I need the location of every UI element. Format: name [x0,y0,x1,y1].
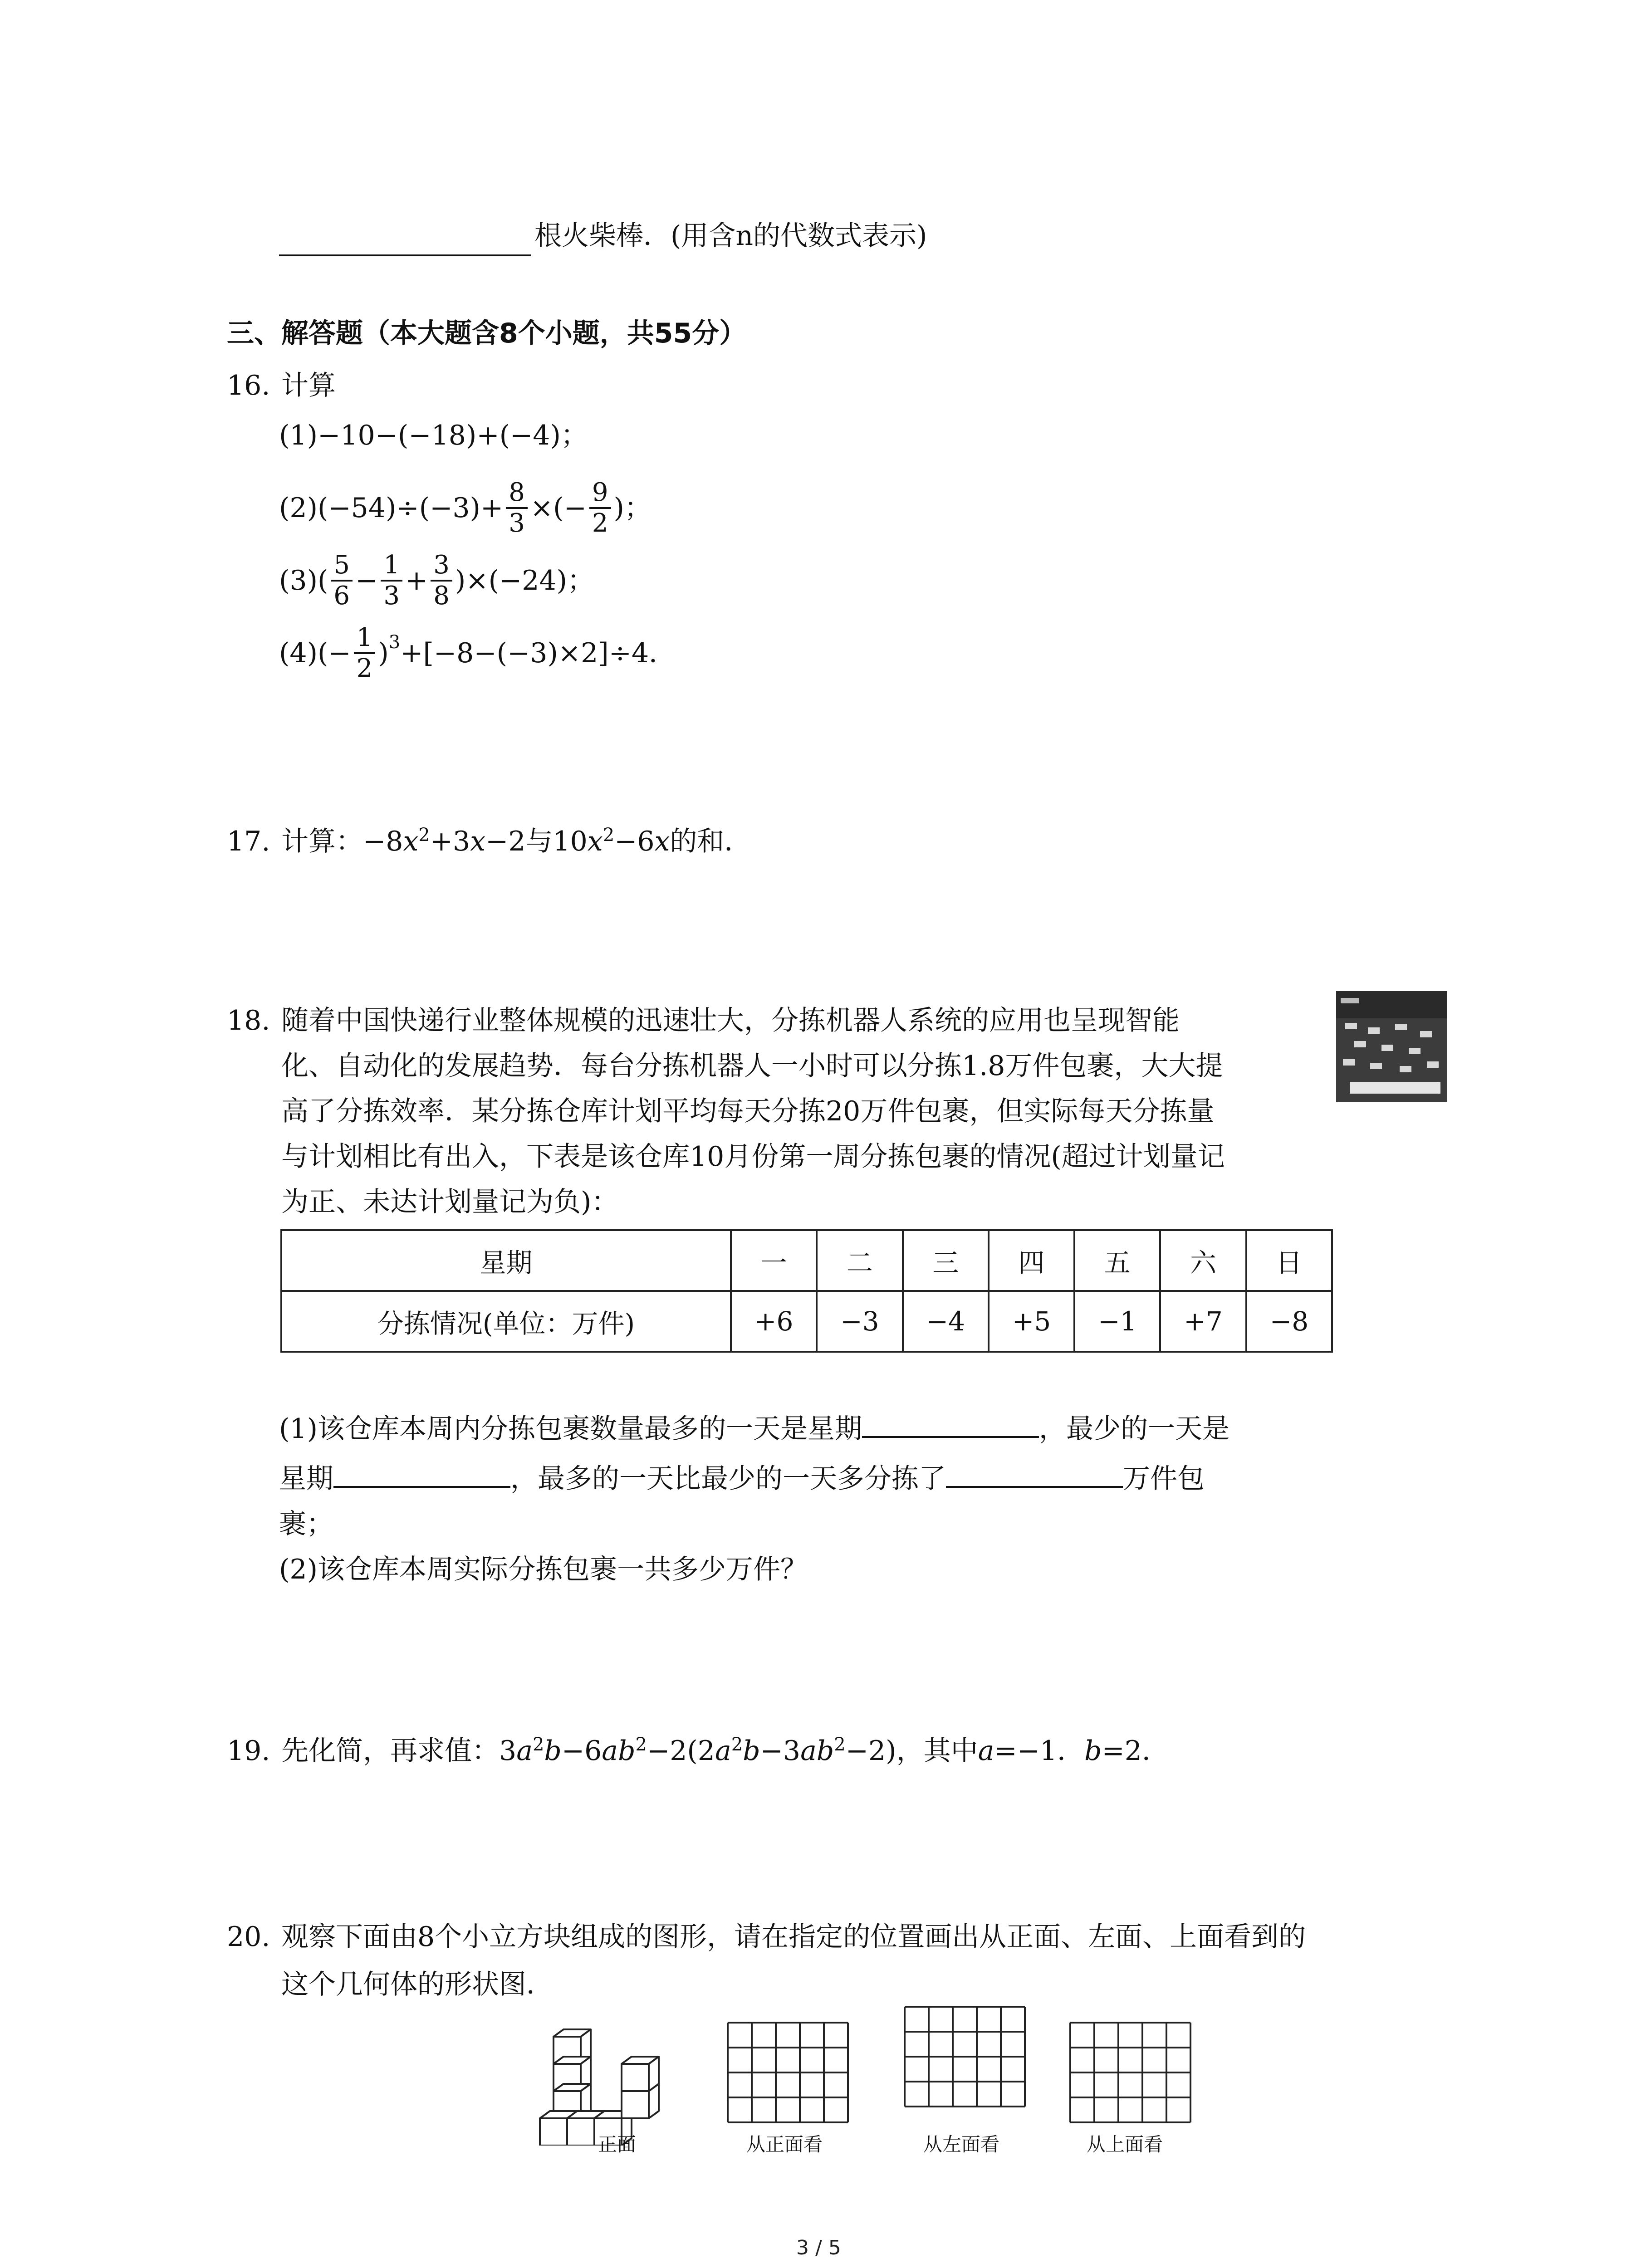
q18-sub1-line2: 星期 ，最多的一天比最少的一天多分拣了 万件包 [279,1461,1205,1497]
table-cell: +6 [731,1291,817,1352]
table-header: 星期 [281,1230,731,1291]
question-number: 20. [227,1921,270,1953]
table-cell: 六 [1160,1230,1246,1291]
table-cell: −4 [903,1291,989,1352]
q16-part4: (4)(− $\frac{1}{2}$ ) $^3$ +[−8−(−3)×2]÷4． [279,623,676,683]
q18-sub1-line3: 裹； [279,1508,333,1540]
q15-tail: 根火柴棒．(用含n的代数式表示) [534,220,927,252]
question-number: 16. [227,370,270,401]
left-view-grid[interactable] [903,2005,1028,2109]
table-cell: −3 [817,1291,902,1352]
front-view-grid[interactable] [726,2021,851,2125]
section-title: 三、解答题（本大题含8个小题，共55分） [227,318,747,349]
table-cell: 日 [1246,1230,1332,1291]
page-number: 3 / 5 [796,2236,841,2259]
figure-caption: 正面 [598,2133,637,2156]
figure-caption: 从正面看 [746,2133,823,2156]
paragraph-line: 与计划相比有出入，下表是该仓库10月份第一周分拣包裹的情况(超过计划量记 [281,1141,1225,1173]
paragraph-line: 为正、未达计划量记为负)： [281,1186,619,1218]
question-number: 17. [227,826,270,857]
table-cell: +7 [1160,1291,1246,1352]
table-cell: 二 [817,1230,902,1291]
fraction: $\frac{5}{6}$ [331,551,353,611]
top-view-grid[interactable] [1068,2021,1193,2125]
answer-blank[interactable] [333,1461,510,1488]
figure-caption: 从上面看 [1087,2133,1163,2156]
answer-blank[interactable] [862,1411,1039,1438]
paragraph-line: 高了分拣效率．某分拣仓库计划平均每天分拣20万件包裹，但实际每天分拣量 [281,1095,1215,1127]
table-row [281,1291,1332,1352]
question-number: 19. [227,1735,270,1767]
q16-part1: (1)−10−(−18)+(−4)； [279,420,588,451]
sorting-table [280,1229,1333,1353]
question-number: 18. [227,1005,270,1036]
q20-line2: 这个几何体的形状图． [281,1969,554,2000]
question-title: 计算 [281,370,336,401]
q17-text: 计算：$-8x^2+3x-2$与$10x^2-6x$的和． [281,825,752,857]
q16-part2: (2)(−54)÷(−3)+ $\frac{8}{3}$ ×(− $\frac{9}{2}$ )； [279,478,652,538]
paragraph-line: 化、自动化的发展趋势．每台分拣机器人一小时可以分拣1.8万件包裹，大大提 [281,1050,1223,1082]
table-header: 分拣情况(单位：万件) [281,1291,731,1352]
fraction: $\frac{1}{2}$ [354,623,376,683]
fraction: $\frac{1}{3}$ [381,551,402,611]
figure-caption: 从左面看 [923,2133,1000,2156]
fraction: $\frac{9}{2}$ [589,478,611,538]
table-cell: +5 [989,1291,1074,1352]
table-row [281,1230,1332,1291]
sorting-robot-photo [1336,991,1447,1102]
fraction: $\frac{3}{8}$ [431,551,452,611]
paragraph-line: 随着中国快递行业整体规模的迅速壮大，分拣机器人系统的应用也呈现智能 [281,1005,1180,1036]
table-cell: −8 [1246,1291,1332,1352]
table-cell: −1 [1074,1291,1160,1352]
q16-part3: (3)( $\frac{5}{6}$ − $\frac{1}{3}$ + $\frac{3}{8}$ )×(−24)； [279,550,595,611]
table-cell: 三 [903,1230,989,1291]
answer-blank[interactable] [946,1461,1123,1488]
cube-figure [535,2014,690,2146]
answer-blank[interactable] [279,229,531,256]
q19-text: 先化简，再求值：$3a^2b-6ab^2-2(2a^2b-3ab^2-2)$，其中a=−1．b=2． [281,1734,1169,1767]
table-cell: 一 [731,1230,817,1291]
q20-line1: 观察下面由8个小立方块组成的图形，请在指定的位置画出从正面、左面、上面看到的 [281,1921,1306,1953]
q18-sub2: (2)该仓库本周实际分拣包裹一共多少万件？ [279,1554,808,1585]
q18-sub1-line1: (1)该仓库本周内分拣包裹数量最多的一天是星期 ，最少的一天是 [279,1411,1230,1447]
fraction: $\frac{8}{3}$ [506,478,528,538]
table-cell: 五 [1074,1230,1160,1291]
table-cell: 四 [989,1230,1074,1291]
